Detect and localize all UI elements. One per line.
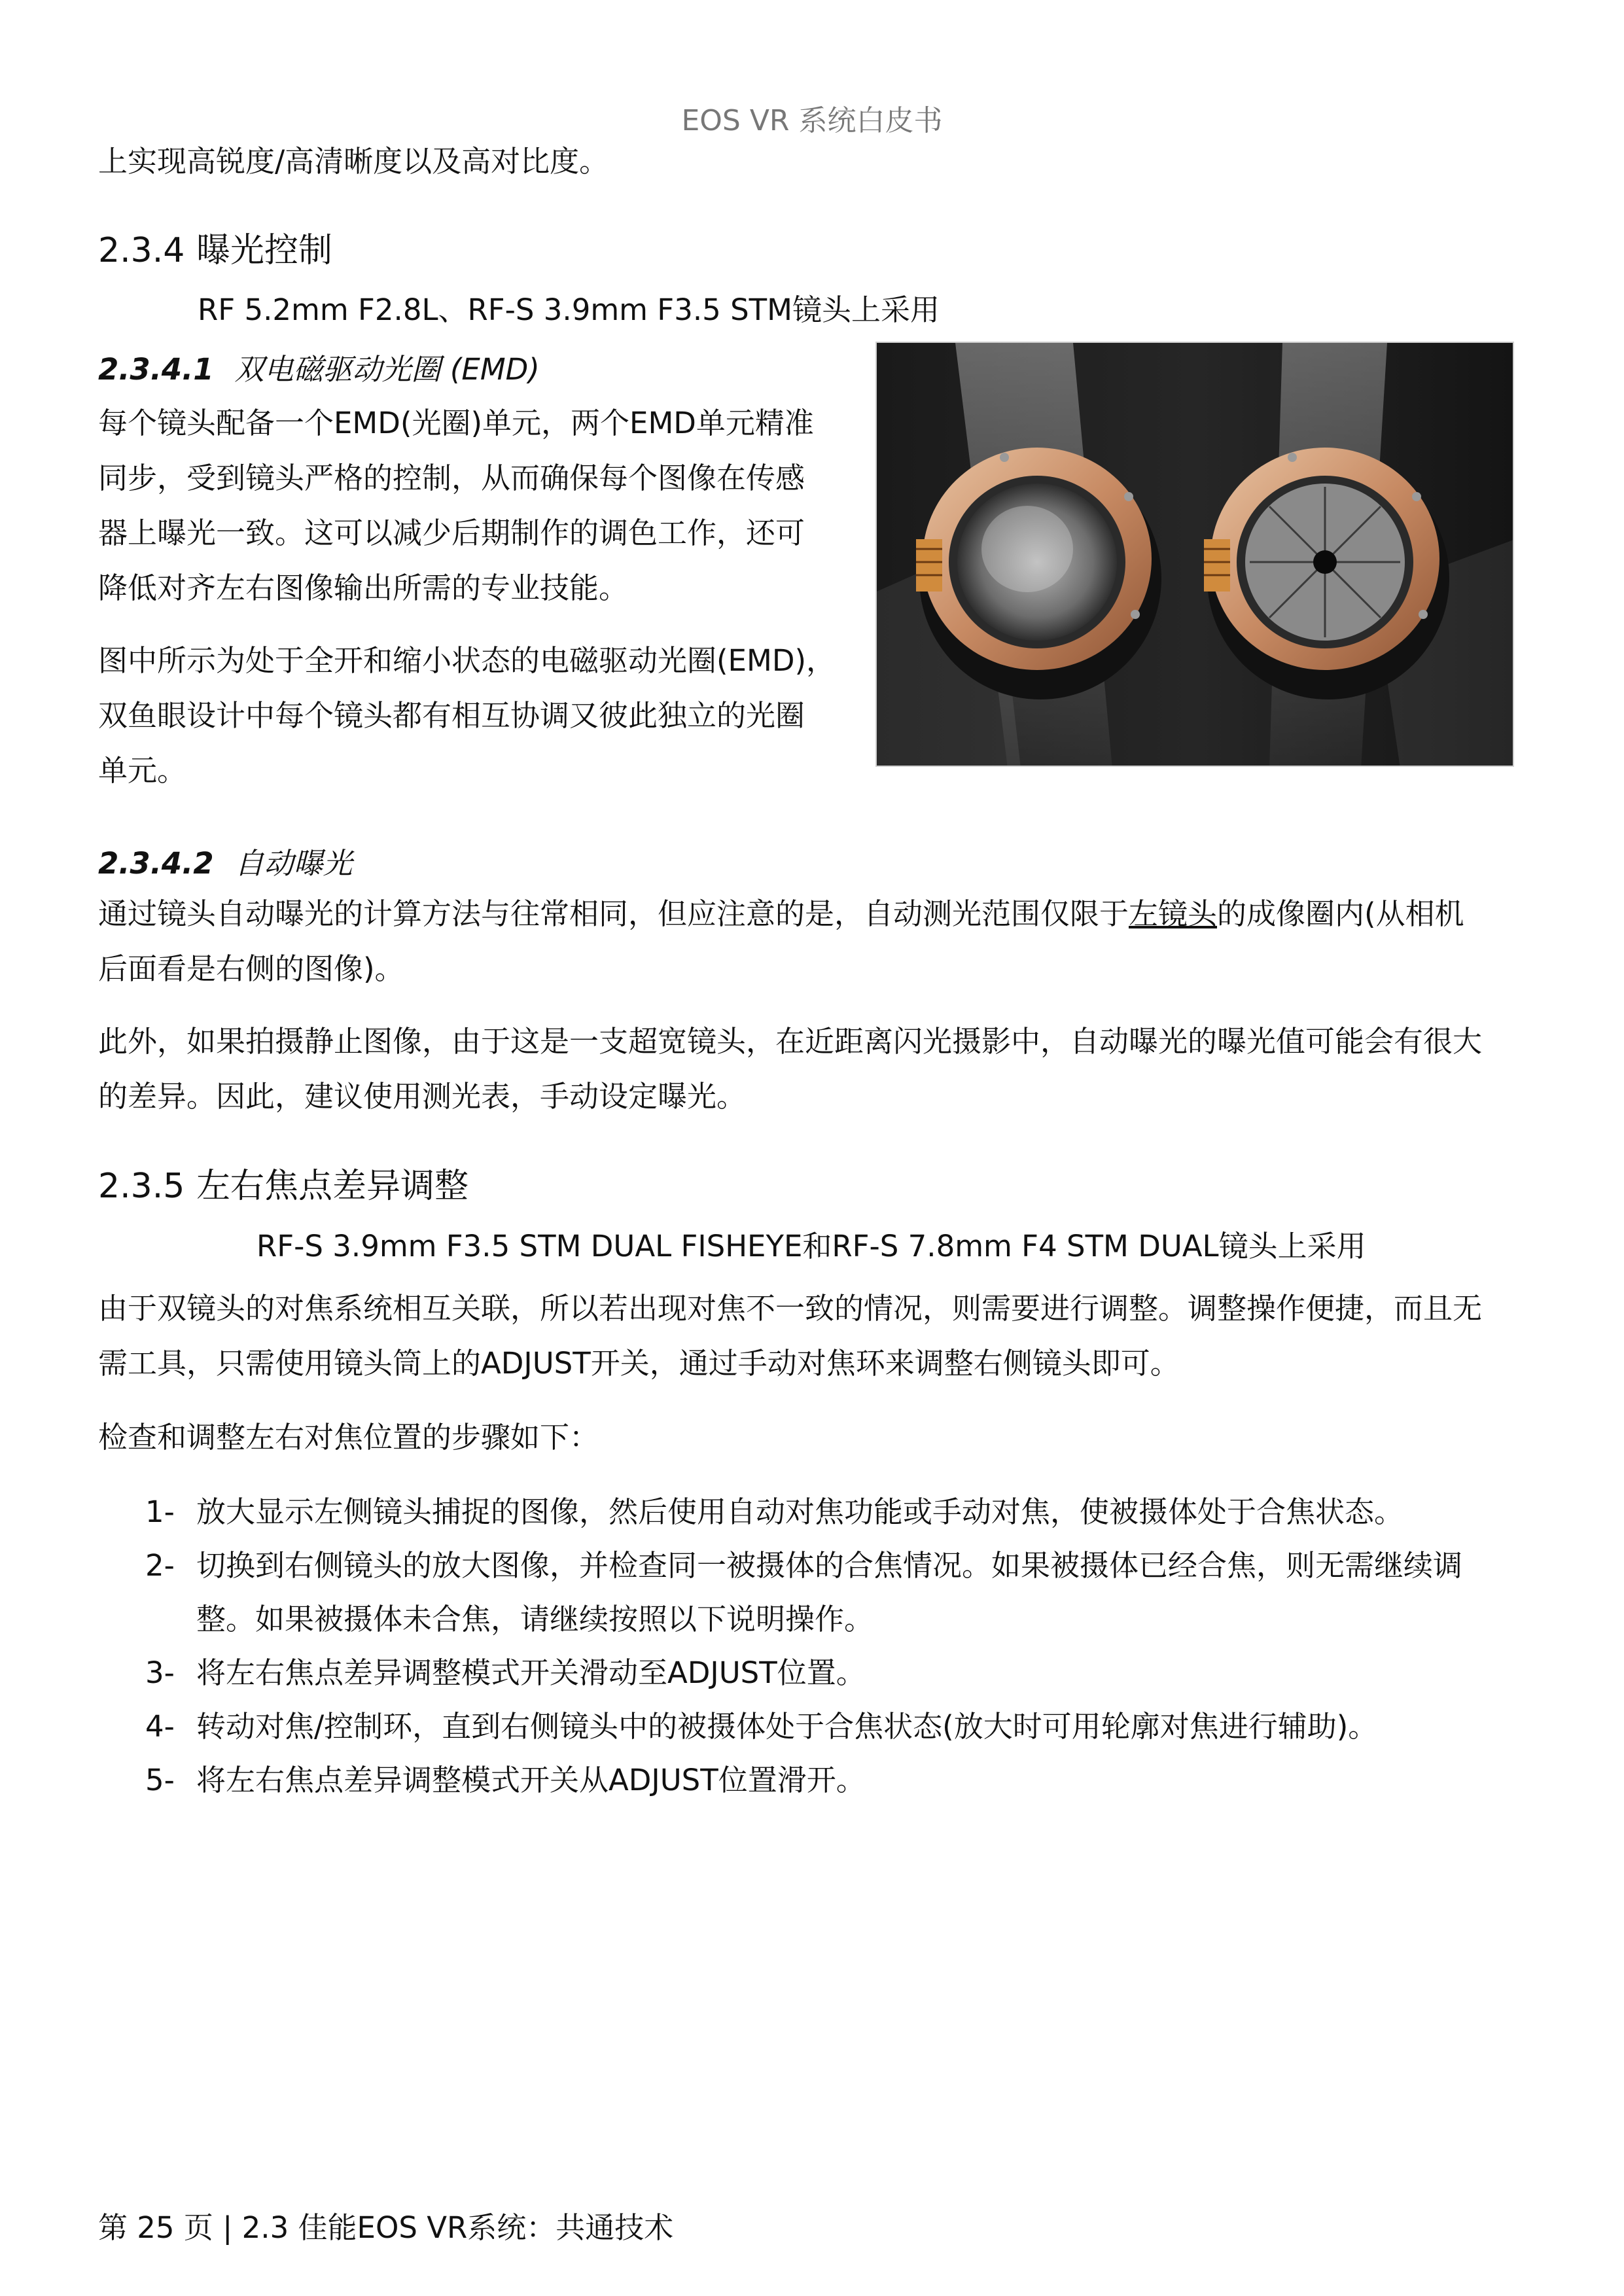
section-title: 曝光控制 bbox=[196, 231, 333, 270]
subsection-title: 双电磁驱动光圈 (EMD) bbox=[234, 352, 540, 387]
subsection-number: 2.3.4.2 bbox=[98, 846, 214, 881]
applies-note: RF 5.2mm F2.8L、RF-S 3.9mm F3.5 STM镜头上采用 bbox=[198, 292, 940, 327]
emd-aperture-photo bbox=[875, 342, 1514, 767]
step-number: 5- bbox=[145, 1763, 175, 1797]
emd-para-2-line-2: 双鱼眼设计中每个镜头都有相互协调又彼此独立的光圈 bbox=[98, 698, 805, 733]
subsection-heading-2-3-4-2 bbox=[98, 839, 353, 882]
focus-para-1-line-2: 需工具，只需使用镜头筒上的ADJUST开关，通过手动对焦环来调整右侧镜头即可。 bbox=[98, 1346, 1180, 1381]
step-text: 将左右焦点差异调整模式开关从ADJUST位置滑开。 bbox=[196, 1763, 866, 1797]
section-heading-2-3-4 bbox=[98, 222, 332, 272]
step-number: 1- bbox=[145, 1494, 175, 1529]
ae-text-before: 通过镜头自动曝光的计算方法与往常相同，但应注意的是，自动测光范围仅限于 bbox=[98, 896, 1129, 931]
emd-para-2-line-3: 单元。 bbox=[98, 753, 187, 788]
applies-note: RF-S 3.9mm F3.5 STM DUAL FISHEYE和RF-S 7.8mm F4 STM DUAL镜头上采用 bbox=[256, 1229, 1366, 1263]
subsection-number: 2.3.4.1 bbox=[98, 352, 214, 387]
auto-exposure-para-2-line-2: 的差异。因此，建议使用测光表，手动设定曝光。 bbox=[98, 1079, 747, 1114]
step-text: 放大显示左侧镜头捕捉的图像，然后使用自动对焦功能或手动对焦，使被摄体处于合焦状态。 bbox=[196, 1494, 1404, 1529]
step-number: 2- bbox=[145, 1548, 175, 1583]
auto-exposure-para-1-line-1 bbox=[98, 887, 1464, 942]
subsection-title: 自动曝光 bbox=[234, 846, 353, 881]
emd-aperture-illustration bbox=[877, 343, 1514, 767]
step-text: 将左右焦点差异调整模式开关滑动至ADJUST位置。 bbox=[196, 1655, 866, 1690]
intro-line: 上实现高锐度/高清晰度以及高对比度。 bbox=[98, 144, 609, 179]
emd-para-1-line-4: 降低对齐左右图像输出所需的专业技能。 bbox=[98, 571, 629, 605]
auto-exposure-para-1-line-2: 后面看是右侧的图像)。 bbox=[98, 951, 404, 986]
step-number: 4- bbox=[145, 1709, 175, 1744]
section-heading-2-3-5 bbox=[98, 1158, 468, 1207]
subsection-heading-2-3-4-1 bbox=[98, 345, 540, 388]
emd-para-1-line-2: 同步，受到镜头严格的控制，从而确保每个图像在传感 bbox=[98, 461, 805, 495]
section-title: 左右焦点差异调整 bbox=[196, 1167, 469, 1206]
section-number: 2.3.5 bbox=[98, 1167, 185, 1206]
page-footer: 第 25 页 | 2.3 佳能EOS VR系统：共通技术 bbox=[98, 2210, 674, 2245]
step-text: 转动对焦/控制环，直到右侧镜头中的被摄体处于合焦状态(放大时可用轮廓对焦进行辅助)。 bbox=[196, 1709, 1378, 1744]
emd-para-1-line-3: 器上曝光一致。这可以减少后期制作的调色工作，还可 bbox=[98, 516, 805, 550]
focus-para-2: 检查和调整左右对焦位置的步骤如下： bbox=[98, 1420, 599, 1455]
page-header: EOS VR 系统白皮书 bbox=[681, 104, 943, 137]
emd-para-2-line-1: 图中所示为处于全开和缩小状态的电磁驱动光圈(EMD)， bbox=[98, 643, 836, 678]
section-number: 2.3.4 bbox=[98, 231, 185, 270]
auto-exposure-para-2-line-1: 此外，如果拍摄静止图像，由于这是一支超宽镜头，在近距离闪光摄影中，自动曝光的曝光值可能会有很大 bbox=[98, 1024, 1483, 1059]
step-text-continued: 整。如果被摄体未合焦，请继续按照以下说明操作。 bbox=[196, 1602, 874, 1636]
step-text: 切换到右侧镜头的放大图像，并检查同一被摄体的合焦情况。如果被摄体已经合焦，则无需继续调 bbox=[196, 1548, 1463, 1583]
step-number: 3- bbox=[145, 1655, 175, 1690]
emd-para-1-line-1: 每个镜头配备一个EMD(光圈)单元，两个EMD单元精准 bbox=[98, 406, 814, 440]
left-lens-underlined: 左镜头 bbox=[1129, 896, 1218, 931]
ae-text-after: 的成像圈内(从相机 bbox=[1217, 896, 1464, 931]
focus-para-1-line-1: 由于双镜头的对焦系统相互关联，所以若出现对焦不一致的情况，则需要进行调整。调整操作便捷，而且无 bbox=[98, 1291, 1483, 1326]
